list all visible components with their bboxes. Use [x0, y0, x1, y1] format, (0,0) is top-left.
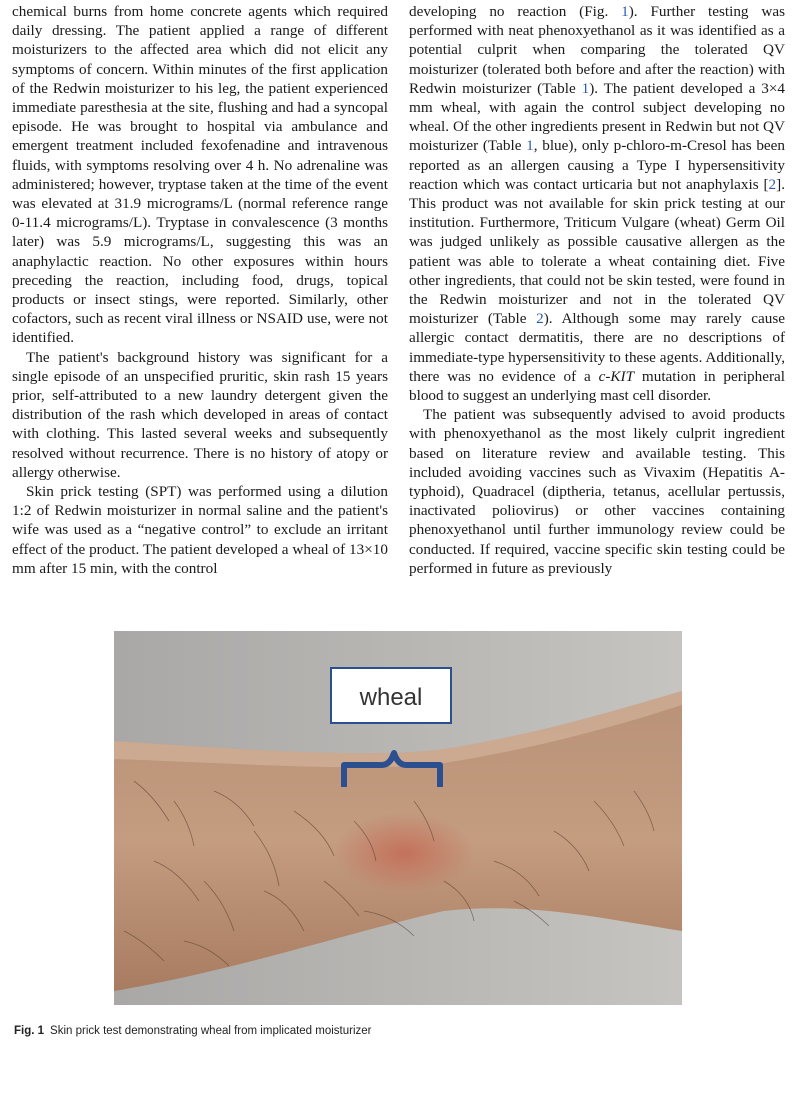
right-paragraph-1	[409, 2, 785, 405]
right-paragraph-2: The patient was subsequently advised to avoid products with phenoxyethanol as the most likely culprit ingredient based on literature review and available testing. This included avoiding vaccines such as Vivaxim (Hepatitis A-typhoid), Quadracel (diptheria, tetanus, acellular pertussis, inactivated poliovirus) or other vaccines containing phenoxyethanol until further immunology review could be conducted. If required, vaccine specific skin testing could be performed in future as previously	[409, 406, 785, 577]
text-run: ]. This product was not available for skin prick testing at our institution. Furthermore, Triticum Vulgare (wheat) Germ Oil was judged unlikely as possible causative allergen as the patient was able to tolerate a wheat containing diet. Five other ingredients, that could not be skin tested, were found in the Redwin moisturizer and not in the tolerated QV moisturizer (Table	[409, 175, 785, 328]
text-run: , blue), only p-chloro-m-Cresol has been reported as an allergen causing a Type I hypersensitivity reaction which was contact urticaria but not anaphylaxis [	[409, 137, 785, 193]
wheal-label: wheal	[359, 684, 423, 711]
left-column	[12, 2, 388, 578]
text-run: developing no reaction (Fig.	[409, 3, 622, 20]
text-run: ). The patient developed a 3×4 mm wheal, with again the control subject developing no wheal. Of the other ingredients present in Redwin but not QV moisturizer (Table	[409, 79, 785, 155]
caption-text: Skin prick test demonstrating wheal from implicated moisturizer	[50, 1025, 372, 1037]
reference-2-link[interactable]: 2	[768, 175, 777, 193]
figure-1-link[interactable]: 1	[621, 3, 629, 20]
text-run: mutation in peripheral blood to suggest an underlying mast cell disorder.	[409, 367, 785, 405]
left-paragraph-2: The patient's background history was significant for a single episode of an unspecified pruritic, skin rash 15 years prior, self-attributed to a new laundry detergent given the distribution of the rash which developed in areas of contact with clothing. This lasted several weeks and subsequently resolved without recurrence. There is no history of atopy or allergy otherwise.	[12, 348, 388, 481]
table-1-link[interactable]: 1	[526, 137, 534, 155]
left-paragraph-1: chemical burns from home concrete agents which required daily dressing. The patient applied a range of different moisturizers to the affected area which did not elicit any symptoms of concern. Within minutes of the first application of the Redwin moisturizer to his leg, the patient experienced immediate paresthesia at the site, flushing and had a syncopal episode. He was brought to hospital via ambulance and emergent treatment included fexofenadine and intravenous fluids, with symptoms resolving over 4 h. No adrenaline was administered; however, tryptase taken at the time of the event was elevated at 31.9 micrograms/L (normal reference range 0-11.4 micrograms/L). Tryptase in convalescence (3 months later) was 5.9 micrograms/L, suggesting this was an anaphylactic reaction. No other exposures within hours preceding the reaction, including food, drugs, topical products or insect stings, were reported. Similarly, other cofactors, such as recent viral illness or NSAID use, were not identified.	[12, 3, 388, 347]
text-run: ). Further testing was performed with neat phenoxyethanol as it was identified as a potential culprit when comparing the tolerated QV moisturizer (tolerated both before and after the reaction) with Redwin moisturizer (Table	[409, 3, 785, 97]
table-1-link[interactable]: 1	[581, 79, 590, 97]
gene-name: c-KIT	[598, 367, 635, 385]
table-2-link[interactable]: 2	[536, 310, 544, 328]
skin-prick-photo	[114, 631, 682, 1005]
caption-label: Fig. 1	[14, 1025, 45, 1037]
figure-caption	[14, 1025, 372, 1037]
left-paragraph-3: Skin prick testing (SPT) was performed using a dilution 1:2 of Redwin moisturizer in normal saline and the patient's wife was used as a “negative control” to exclude an irritant effect of the product. The patient developed a wheal of 13×10 mm after 15 min, with the control	[12, 483, 388, 577]
figure-1-photo	[114, 631, 682, 1005]
text-run: ). Although some may rarely cause allergic contact dermatitis, there are no descriptions of immediate-type hypersensitivity to these agents. Additionally, there was no evidence of a	[409, 310, 785, 385]
wheal-redness	[334, 813, 474, 893]
right-column	[409, 2, 785, 578]
